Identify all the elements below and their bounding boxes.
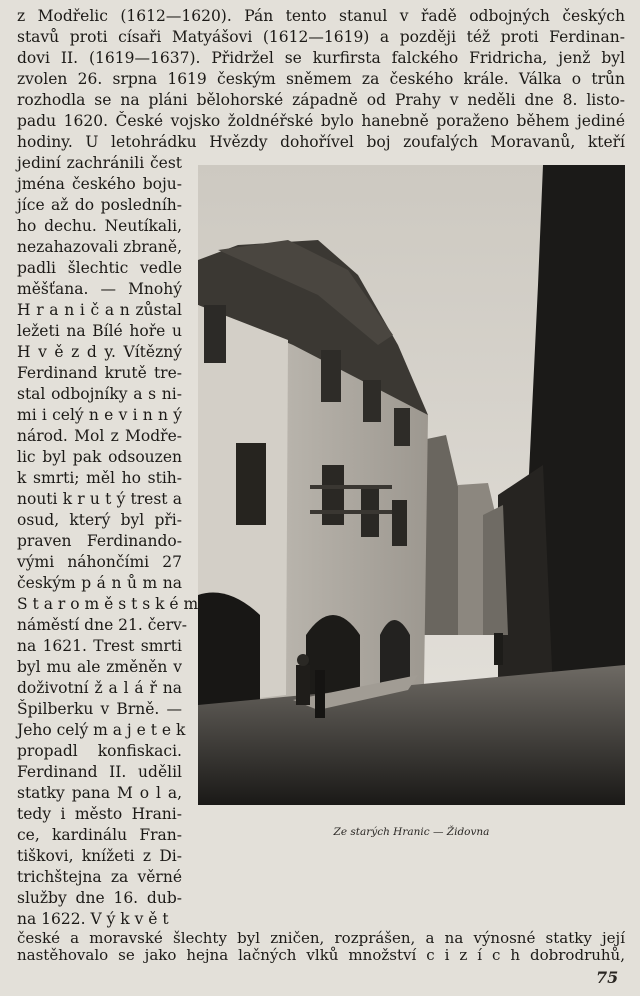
text-line: k smrti; měl ho stih- [17, 469, 182, 487]
text-line: lic byl pak odsouzen [17, 448, 182, 466]
text-line: náměstí dne 21. červ- [17, 616, 188, 634]
text-line: Jeho celý m a j e t e k [17, 721, 186, 739]
text-line: H r a n i č a n zůstal [17, 301, 182, 319]
text-line: praven Ferdinando- [17, 532, 182, 550]
text-line: české a moravské šlechty byl zničen, rozprášen, a na výnosné statky její [17, 929, 625, 947]
text-line: z Modřelic (1612—1620). Pán tento stanul v řadě odbojných českých [17, 7, 625, 25]
photograph-old-hranice-street [198, 165, 625, 805]
text-line: tedy i město Hrani- [17, 805, 182, 823]
text-line: trichštejna za věrné [17, 868, 182, 886]
text-line: na 1621. Trest smrti [17, 637, 182, 655]
text-line: Ferdinand II. udělil [17, 763, 182, 781]
text-line: ho dechu. Neutíkali, [17, 217, 182, 235]
text-line: služby dne 16. dub- [17, 889, 182, 907]
text-line: tiškovi, knížeti z Di- [17, 847, 182, 865]
text-line: rozhodla se na pláni bělohorské západně od Prahy v neděli dne 8. listo- [17, 91, 625, 109]
text-line: ce, kardinálu Fran- [17, 826, 182, 844]
text-line: padu 1620. České vojsko žoldnéřské bylo hanebně poraženo během jediné [17, 112, 625, 130]
text-line: osud, který byl při- [17, 511, 182, 529]
text-line: vými náhončími 27 [17, 553, 182, 571]
text-line: dovi II. (1619—1637). Přidržel se kurfirsta falckého Fridricha, jenž byl [17, 49, 625, 67]
text-line: měšťana. — Mnohý [17, 280, 182, 298]
figure-caption: Ze starých Hranic — Židovna [333, 826, 490, 838]
text-line: jediní zachránili čest [17, 154, 182, 172]
text-line: stal odbojníky a s ni- [17, 385, 182, 403]
text-line: mi i celý n e v i n n ý [17, 406, 182, 424]
text-line: zvolen 26. srpna 1619 českým sněmem za českého krále. Válka o trůn [17, 70, 625, 88]
text-line: H v ě z d y. Vítězný [17, 343, 182, 361]
text-line: na 1622. V ý k v ě t [17, 910, 169, 928]
text-line: národ. Mol z Modře- [17, 427, 182, 445]
text-line: propadl konfiskaci. [17, 742, 182, 760]
text-line: jíce až do posledníh- [17, 196, 182, 214]
text-line: českým p á n ů m na [17, 574, 182, 592]
text-line: nastěhovalo se jako hejna lačných vlků množství c i z í c h dobrodruhů, [17, 946, 625, 964]
text-line: nezahazovali zbraně, [17, 238, 182, 256]
text-line: statky pana M o l a, [17, 784, 182, 802]
text-line: hodiny. U letohrádku Hvězdy dohořível boj zoufalých Moravanů, kteří [17, 133, 625, 151]
text-line: byl mu ale změněn v [17, 658, 182, 676]
text-line: Ferdinand krutě tre- [17, 364, 182, 382]
text-line: padli šlechtic vedle [17, 259, 182, 277]
text-line: doživotní ž a l á ř na [17, 679, 182, 697]
text-line: nouti k r u t ý trest a [17, 490, 182, 508]
text-line: ležeti na Bílé hoře u [17, 322, 182, 340]
text-line: S t a r o m ě s t s k é m [17, 595, 199, 613]
text-line: jména českého boju- [17, 175, 182, 193]
page-number: 75 [596, 968, 619, 987]
text-line: Špilberku v Brně. — [17, 700, 182, 718]
text-line: stavů proti císaři Matyášovi (1612—1619) a později též proti Ferdinan- [17, 28, 625, 46]
